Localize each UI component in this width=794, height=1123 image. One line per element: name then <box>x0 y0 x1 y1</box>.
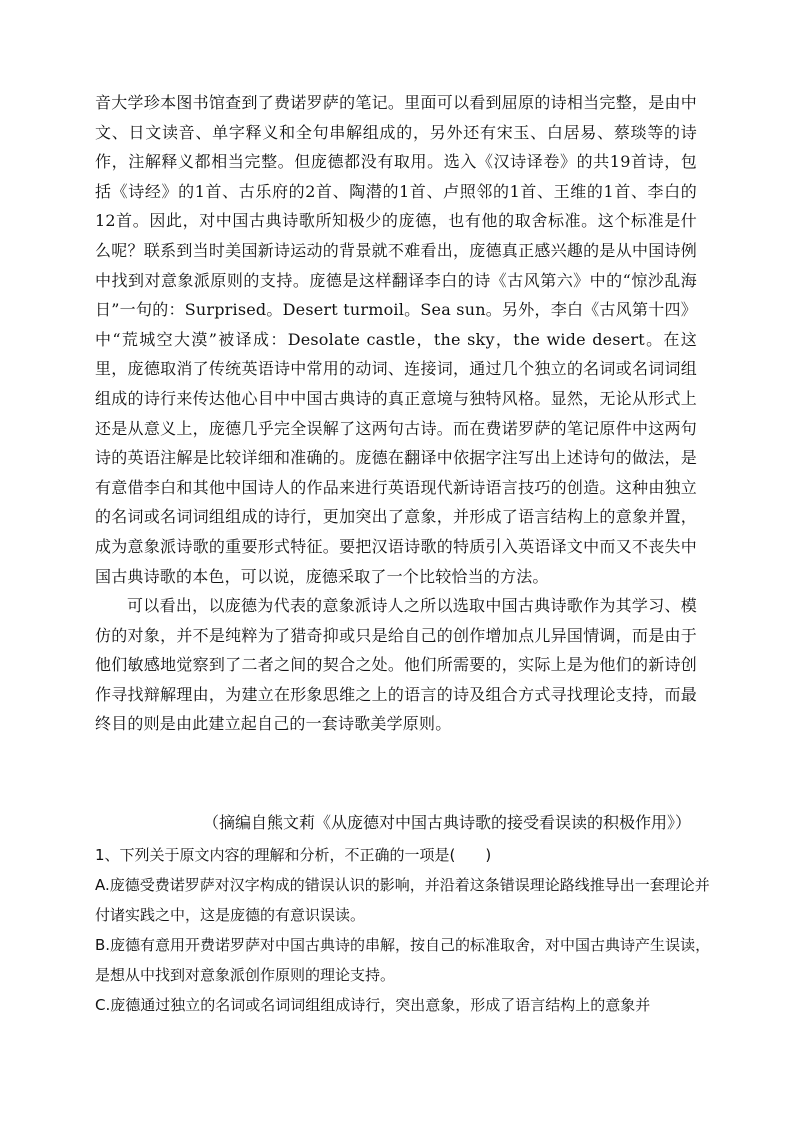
question-1-option-a: A.庞德受费诺罗萨对汉字构成的错误认识的影响，并沿着这条错误理论路线推导出一套理论并付诸实践之中，这是庞德的有意识误读。 <box>95 876 710 924</box>
question-block <box>95 840 711 1020</box>
reading-passage <box>95 88 697 739</box>
passage-paragraph-1: 音大学珍本图书馆查到了费诺罗萨的笔记。里面可以看到屈原的诗相当完整，是由中文、日文读音、单字释义和全句串解组成的，另外还有宋玉、白居易、蔡琰等的诗作，注解释义都相当完整。但庞德都没有取用。选入《汉诗译卷》的共19首诗，包括《诗经》的1首、古乐府的2首、陶潜的1首、卢照邻的1首、王维的1首、李白的12首。因此，对中国古典诗歌所知极少的庞德，也有他的取舍标准。这个标准是什么呢？联系到当时美国新诗运动的背景就不难看出，庞德真正感兴趣的是从中国诗例中找到对意象派原则的支持。庞德是这样翻译李白的诗《古风第六》中的“惊沙乱海日”一句的：Surprised。Desert turmoil。Sea sun。另外，李白《古风第十四》中“荒城空大漠”被译成：Desolate castle，the sky，the wide desert。在这里，庞德取消了传统英语诗中常用的动词、连接词，通过几个独立的名词或名词词组组成的诗行来传达他心目中中国古典诗的真正意境与独特风格。显然，无论从形式上还是从意义上，庞德几乎完全误解了这两句古诗。而在费诺罗萨的笔记原件中这两句诗的英语注解是比较详细和准确的。庞德在翻译中依据字注写出上述诗句的做法，是有意借李白和其他中国诗人的作品来进行英语现代新诗语言技巧的创造。这种由独立的名词或名词词组组成的诗行，更加突出了意象，并形成了语言结构上的意象并置，成为意象派诗歌的重要形式特征。要把汉语诗歌的特质引入英语译文中而又不丧失中国古典诗歌的本色，可以说，庞德采取了一个比较恰当的方法。 <box>95 93 697 586</box>
question-1-option-c: C.庞德通过独立的名词或名词词组组成诗行，突出意象，形成了语言结构上的意象并 <box>95 996 651 1014</box>
question-1-option-b: B.庞德有意用开费诺罗萨对中国古典诗的串解，按自己的标准取舍，对中国古典诗产生误读，是想从中找到对意象派创作原则的理论支持。 <box>95 936 711 984</box>
passage-paragraph-2: 可以看出，以庞德为代表的意象派诗人之所以选取中国古典诗歌作为其学习、模仿的对象，并不是纯粹为了猎奇抑或只是给自己的创作增加点儿异国情调，而是由于他们敏感地觉察到了二者之间的契合之处。他们所需要的，实际上是为他们的新诗创作寻找辩解理由，为建立在形象思维之上的语言的诗及组合方式寻找理论支持，而最终目的则是由此建立起自己的一套诗歌美学原则。 <box>95 596 697 734</box>
source-citation: （摘编自熊文莉《从庞德对中国古典诗歌的接受看误读的积极作用》） <box>202 813 691 832</box>
question-1-stem: 1、下列关于原文内容的理解和分析，不正确的一项是( ) <box>95 846 492 864</box>
